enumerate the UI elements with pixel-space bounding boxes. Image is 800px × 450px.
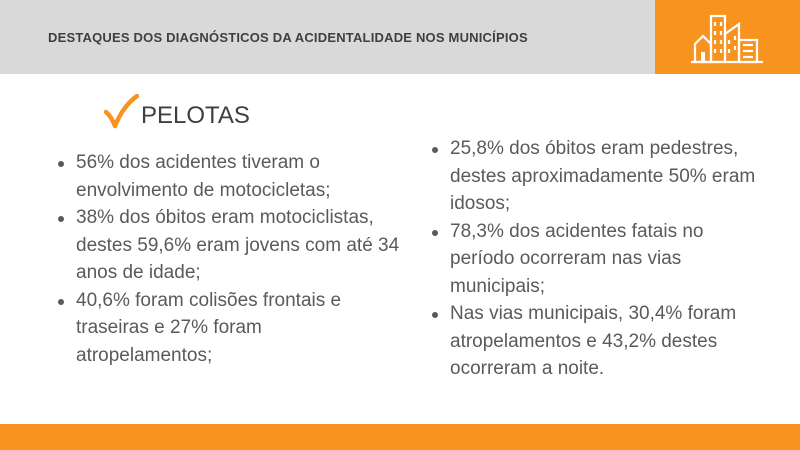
footer-bar bbox=[0, 424, 800, 450]
list-item: 78,3% dos acidentes fatais no período ocorreram nas vias municipais; bbox=[432, 218, 767, 301]
right-bullet-list bbox=[432, 135, 767, 383]
list-item: 56% dos acidentes tiveram o envolvimento de motocicletas; bbox=[58, 149, 403, 204]
logo-box bbox=[655, 0, 800, 74]
list-item: 25,8% dos óbitos eram pedestres, destes aproximadamente 50% eram idosos; bbox=[432, 135, 767, 218]
checkmark-icon bbox=[103, 94, 139, 130]
city-name: PELOTAS bbox=[141, 102, 250, 129]
city-heading bbox=[103, 94, 250, 130]
header-bar bbox=[0, 0, 655, 74]
list-item: 40,6% foram colisões frontais e traseiras e 27% foram atropelamentos; bbox=[58, 287, 403, 370]
header-title: DESTAQUES DOS DIAGNÓSTICOS DA ACIDENTALIDADE NOS MUNICÍPIOS bbox=[48, 30, 528, 45]
left-bullet-list bbox=[58, 149, 403, 369]
list-item: 38% dos óbitos eram motociclistas, destes 59,6% eram jovens com até 34 anos de idade; bbox=[58, 204, 403, 287]
list-item: Nas vias municipais, 30,4% foram atropelamentos e 43,2% destes ocorreram a noite. bbox=[432, 300, 767, 383]
city-buildings-icon bbox=[691, 10, 765, 64]
